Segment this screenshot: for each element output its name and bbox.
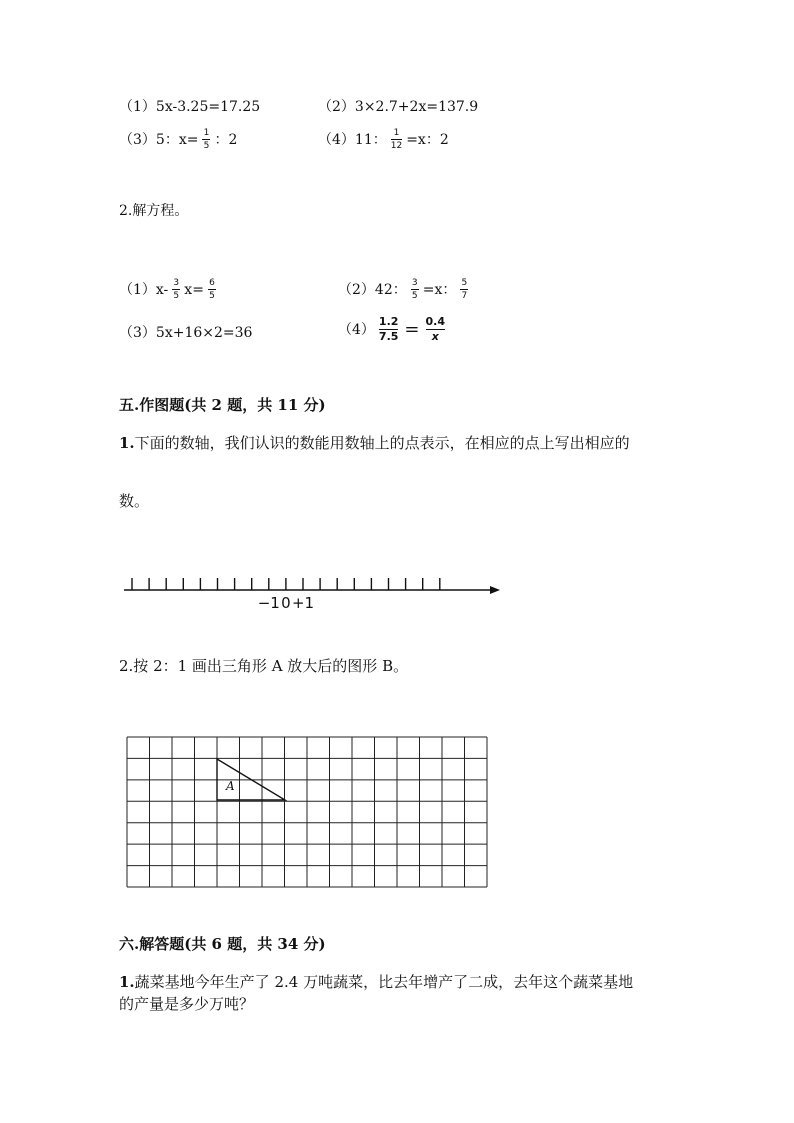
fraction-numerator: 5	[461, 278, 468, 288]
question-text: 2.按 2：1 画出三角形 A 放大后的图形 B。	[119, 657, 409, 675]
equation-6	[338, 278, 472, 301]
equation-prefix: （4）	[338, 321, 375, 338]
fraction	[202, 128, 210, 151]
fraction-numerator: 1	[393, 128, 400, 138]
equation-4-suffix: =x：2	[406, 131, 449, 148]
number-line	[118, 568, 508, 616]
equation-prefix: （2）42：	[338, 281, 407, 298]
question-text	[119, 434, 630, 452]
question-line-2: 数。	[119, 492, 150, 510]
equation-4	[318, 128, 449, 151]
fraction-denominator: 5	[203, 141, 210, 151]
drawing-grid	[126, 736, 490, 888]
equation-2: （2）3×2.7+2x=137.9	[318, 99, 479, 115]
question-number: 2.	[119, 203, 133, 219]
fraction-numerator: 1	[203, 128, 210, 138]
question-line-1: 下面的数轴，我们认识的数能用数轴上的点表示，在相应的点上写出相应的	[134, 434, 630, 452]
equation-3	[119, 128, 237, 151]
equation-4-prefix: （4）11：	[318, 131, 387, 148]
equation-middle: x=	[184, 281, 204, 298]
tick-label: +1	[291, 594, 315, 612]
fraction	[460, 278, 468, 301]
fraction-numerator: 3	[411, 278, 418, 288]
tick-label: 0	[281, 594, 291, 612]
equation-5	[119, 278, 220, 301]
fraction-denominator: 5	[209, 291, 215, 301]
fraction-numerator: 6	[209, 278, 215, 288]
equation-8	[338, 316, 449, 343]
equation-3-suffix: ：2	[214, 131, 238, 148]
fraction-denominator: 7.5	[378, 330, 399, 343]
tick-label: −1	[257, 594, 280, 612]
equation-7: （3）5x+16×2=36	[119, 325, 253, 341]
fraction-denominator: 12	[390, 141, 403, 151]
arrow-head-icon	[490, 586, 500, 594]
fraction-denominator: 5	[173, 291, 180, 301]
fraction-numerator: 1.2	[378, 315, 399, 328]
fraction	[426, 316, 446, 343]
fraction-numerator: 0.4	[425, 315, 446, 328]
equation-1: （1）5x-3.25=17.25	[119, 99, 261, 115]
equation-3-prefix: （3）5：x=	[119, 131, 199, 148]
question-line-1: 蔬菜基地今年生产了 2.4 万吨蔬菜，比去年增产了二成，去年这个蔬菜基地	[134, 973, 634, 991]
equals-sign: =	[404, 318, 420, 340]
question-text	[119, 973, 633, 991]
fraction	[172, 278, 180, 301]
question-number: 1.	[119, 973, 135, 991]
fraction	[411, 278, 419, 301]
equation-prefix: （1）x-	[119, 281, 169, 298]
fraction-denominator: x	[431, 330, 439, 343]
fraction-denominator: 5	[411, 291, 418, 301]
question-text: 解方程。	[132, 203, 189, 219]
section-heading: 六.解答题(共 6 题，共 34 分)	[119, 935, 326, 953]
fraction	[379, 316, 399, 343]
fraction-denominator: 7	[461, 291, 468, 301]
fraction	[208, 278, 216, 301]
section-heading: 五.作图题(共 2 题，共 11 分)	[119, 396, 326, 414]
equation-middle: =x：	[422, 281, 457, 298]
question-line-2: 的产量是多少万吨？	[119, 995, 255, 1013]
question-number: 1.	[119, 434, 135, 452]
question-2	[119, 202, 188, 220]
triangle-label: A	[226, 779, 235, 793]
fraction-numerator: 3	[173, 278, 180, 288]
fraction	[391, 128, 402, 151]
